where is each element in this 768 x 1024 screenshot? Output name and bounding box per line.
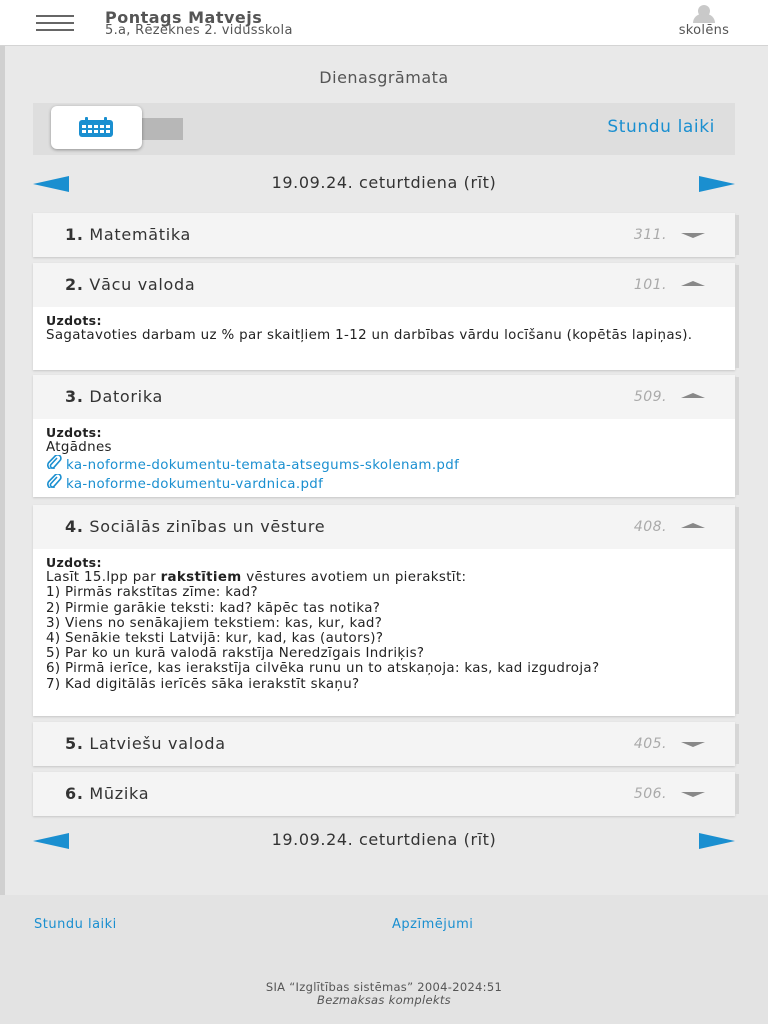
lesson-subject: Latviešu valoda (89, 734, 226, 753)
stundu-laiki-link[interactable]: Stundu laiki (607, 117, 715, 137)
calendar-icon (78, 117, 114, 138)
lesson-room: 405. (633, 736, 667, 752)
homework-label: Uzdots: (46, 555, 102, 570)
file-name: ka-noforme-dokumentu-vardnica.pdf (66, 476, 324, 492)
lesson-header[interactable] (33, 722, 735, 766)
next-day-arrow-icon[interactable] (699, 833, 735, 849)
homework-intro-post: vēstures avotiem un pierakstīt: (241, 570, 467, 586)
lesson-header[interactable] (33, 375, 735, 419)
homework-label: Uzdots: (46, 425, 102, 440)
lesson-homework (33, 419, 735, 497)
lesson-card (33, 505, 735, 716)
page-footer (0, 895, 768, 1024)
chevron-up-icon[interactable] (681, 281, 705, 286)
lesson-card (33, 722, 735, 766)
lesson-card (33, 263, 735, 370)
lesson-subject: Datorika (89, 387, 164, 406)
lesson-header[interactable] (33, 505, 735, 549)
homework-item: 4) Senākie teksti Latvijā: kur, kad, kas (autors)? (46, 631, 384, 647)
lesson-homework (33, 549, 735, 716)
lesson-card (33, 375, 735, 497)
lesson-header[interactable] (33, 213, 735, 257)
lesson-number: 5. (65, 734, 84, 753)
hamburger-menu-icon[interactable] (36, 15, 74, 31)
homework-item: 6) Pirmā ierīce, kas ierakstīja cilvēka runu un to atskaņoja: kas, kad izgudroja? (46, 661, 600, 677)
lesson-subject: Mūzika (89, 784, 150, 803)
lesson-title (65, 517, 325, 536)
current-date: 19.09.24. ceturtdiena (rīt) (271, 173, 497, 192)
lesson-subject: Sociālās zinības un vēsture (89, 517, 326, 536)
lesson-number: 4. (65, 517, 84, 536)
file-name: ka-noforme-dokumentu-temata-atsegums-skolenam.pdf (66, 458, 460, 474)
current-date: 19.09.24. ceturtdiena (rīt) (271, 830, 497, 849)
chevron-up-icon[interactable] (681, 393, 705, 398)
lesson-room: 408. (633, 519, 667, 535)
footer-copyright: SIA “Izglītības sistēmas” 2004-2024:51 (265, 980, 503, 994)
next-day-arrow-icon[interactable] (699, 176, 735, 192)
lesson-title (65, 225, 191, 244)
footer-apzimejumi-link[interactable]: Apzīmējumi (392, 917, 474, 932)
lesson-room: 506. (633, 786, 667, 802)
lesson-card (33, 213, 735, 257)
user-school: 5.a, Rēzeknes 2. vidusskola (105, 23, 293, 38)
lesson-card (33, 772, 735, 816)
chevron-down-icon[interactable] (681, 792, 705, 797)
chevron-down-icon[interactable] (681, 233, 705, 238)
toolbar-tab-indicator (139, 118, 183, 140)
lesson-title (65, 734, 226, 753)
lesson-number: 6. (65, 784, 84, 803)
lesson-subject: Matemātika (89, 225, 192, 244)
diary-toolbar (33, 103, 735, 155)
homework-item: 1) Pirmās rakstītas zīme: kad? (46, 585, 258, 601)
lesson-room: 311. (633, 227, 667, 243)
calendar-button[interactable] (51, 106, 142, 149)
homework-item: 5) Par ko un kurā valodā rakstīja Neredzīgais Indriķis? (46, 646, 425, 662)
footer-kit-label: Bezmaksas komplekts (317, 993, 451, 1007)
lesson-subject: Vācu valoda (89, 275, 196, 294)
user-avatar-icon (693, 5, 715, 22)
homework-text: Sagatavoties darbam uz % par skaitļiem 1-12 un darbības vārdu locīšanu (kopētās lapiņas). (46, 328, 693, 344)
file-attachment-link[interactable] (46, 455, 722, 473)
role-switcher[interactable] (666, 5, 742, 38)
role-label: skolēns (678, 23, 730, 38)
lesson-title (65, 784, 149, 803)
lesson-title (65, 387, 163, 406)
lesson-number: 3. (65, 387, 84, 406)
page-title: Dienasgrāmata (319, 68, 449, 87)
lesson-title (65, 275, 195, 294)
homework-intro-bold: rakstītiem (160, 570, 242, 586)
lesson-room: 101. (633, 277, 667, 293)
lesson-room: 509. (633, 389, 667, 405)
paperclip-icon (46, 455, 66, 473)
lesson-homework (33, 307, 735, 370)
homework-label: Uzdots: (46, 313, 102, 328)
lesson-header[interactable] (33, 263, 735, 307)
homework-item: 2) Pirmie garākie teksti: kad? kāpēc tas notika? (46, 600, 381, 616)
top-header (0, 0, 768, 46)
homework-item: 3) Viens no senākajiem tekstiem: kas, kur, kad? (46, 615, 383, 631)
user-name: Pontags Matvejs (105, 8, 263, 27)
chevron-up-icon[interactable] (681, 523, 705, 528)
lesson-header[interactable] (33, 772, 735, 816)
date-navigation-bottom (33, 828, 735, 858)
footer-stundu-laiki-link[interactable]: Stundu laiki (34, 917, 117, 932)
lesson-number: 2. (65, 275, 84, 294)
homework-intro-pre: Lasīt 15.lpp par (46, 570, 161, 586)
date-navigation-top (33, 171, 735, 201)
paperclip-icon (46, 474, 66, 492)
chevron-down-icon[interactable] (681, 742, 705, 747)
file-attachment-link[interactable] (46, 474, 722, 492)
homework-intro (46, 570, 722, 585)
left-edge-decoration (0, 46, 5, 895)
lesson-number: 1. (65, 225, 84, 244)
homework-item: 7) Kad digitālās ierīcēs sāka ierakstīt skaņu? (46, 676, 360, 692)
homework-text: Atgādnes (46, 440, 112, 456)
